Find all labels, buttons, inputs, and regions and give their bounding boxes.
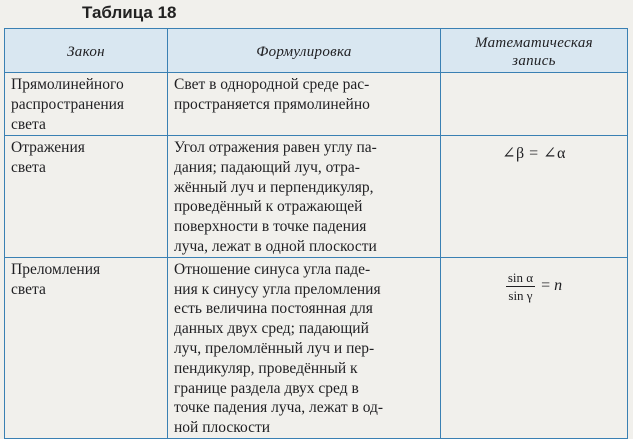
reflection-formula: ∠β = ∠α	[502, 145, 566, 162]
formulation-line: точке падения луча, лежат в од-	[174, 399, 384, 417]
formulation-cell	[168, 257, 441, 438]
law-name-line: Отражения	[11, 139, 85, 156]
formulation-line: луч, преломлённый луч и пер-	[174, 339, 375, 357]
formulation-line: Свет в однородной среде рас-	[174, 76, 370, 93]
math-cell	[441, 257, 628, 438]
formulation-line: ния к синусу угла преломления	[174, 280, 381, 298]
law-name-cell	[5, 136, 168, 258]
formulation-line: дания; падающий луч, отра-	[174, 158, 360, 176]
formulation-line: жённый луч и перпендикуляр,	[174, 178, 374, 196]
formulation-line: данных двух сред; падающий	[174, 320, 369, 338]
refraction-formula	[506, 270, 562, 303]
law-name-line: распространения	[11, 95, 125, 113]
header-math-line2: запись	[512, 52, 556, 69]
header-formulation: Формулировка	[168, 29, 441, 73]
math-cell	[441, 136, 628, 258]
equals-sign: =	[541, 277, 551, 295]
law-name-cell	[5, 257, 168, 438]
law-name-line: Прямолинейного	[11, 76, 124, 93]
math-cell	[441, 73, 628, 136]
formulation-line: луча, лежат в одной плоскости	[174, 237, 377, 255]
table-row	[5, 136, 628, 258]
fraction-denominator: sin γ	[508, 287, 533, 303]
formulation-cell	[168, 73, 441, 136]
table-row	[5, 73, 628, 136]
fraction-numerator: sin α	[507, 269, 534, 285]
formulation-line: пространяется прямолинейно	[174, 95, 370, 113]
formulation-line: ной плоскости	[174, 419, 271, 437]
law-name-line: света	[11, 115, 46, 133]
table-row	[5, 257, 628, 438]
header-math-line1: Математическая	[475, 34, 593, 51]
formulation-line: границе раздела двух сред в	[174, 379, 359, 397]
law-name-line: света	[11, 158, 46, 176]
header-math	[441, 29, 628, 73]
law-name-cell	[5, 73, 168, 136]
table-caption: Таблица 18	[82, 3, 177, 22]
fraction	[506, 270, 535, 303]
formulation-line: пендикуляр, проведённый к	[174, 359, 358, 377]
refractive-index: n	[554, 277, 563, 295]
law-name-line: Преломления	[11, 260, 101, 278]
formulation-cell	[168, 136, 441, 258]
laws-table	[4, 28, 628, 439]
law-name-line: света	[11, 280, 46, 298]
formulation-line: Отношение синуса угла паде-	[174, 260, 371, 278]
header-law: Закон	[5, 29, 168, 73]
formulation-line: есть величина постоянная для	[174, 300, 373, 318]
table-header-row	[5, 29, 628, 73]
formulation-line: проведённый к отражающей	[174, 198, 363, 216]
formula-equals	[541, 276, 562, 296]
formulation-line: поверхности в точке падения	[174, 218, 367, 236]
formulation-line: Угол отражения равен углу па-	[174, 139, 377, 156]
